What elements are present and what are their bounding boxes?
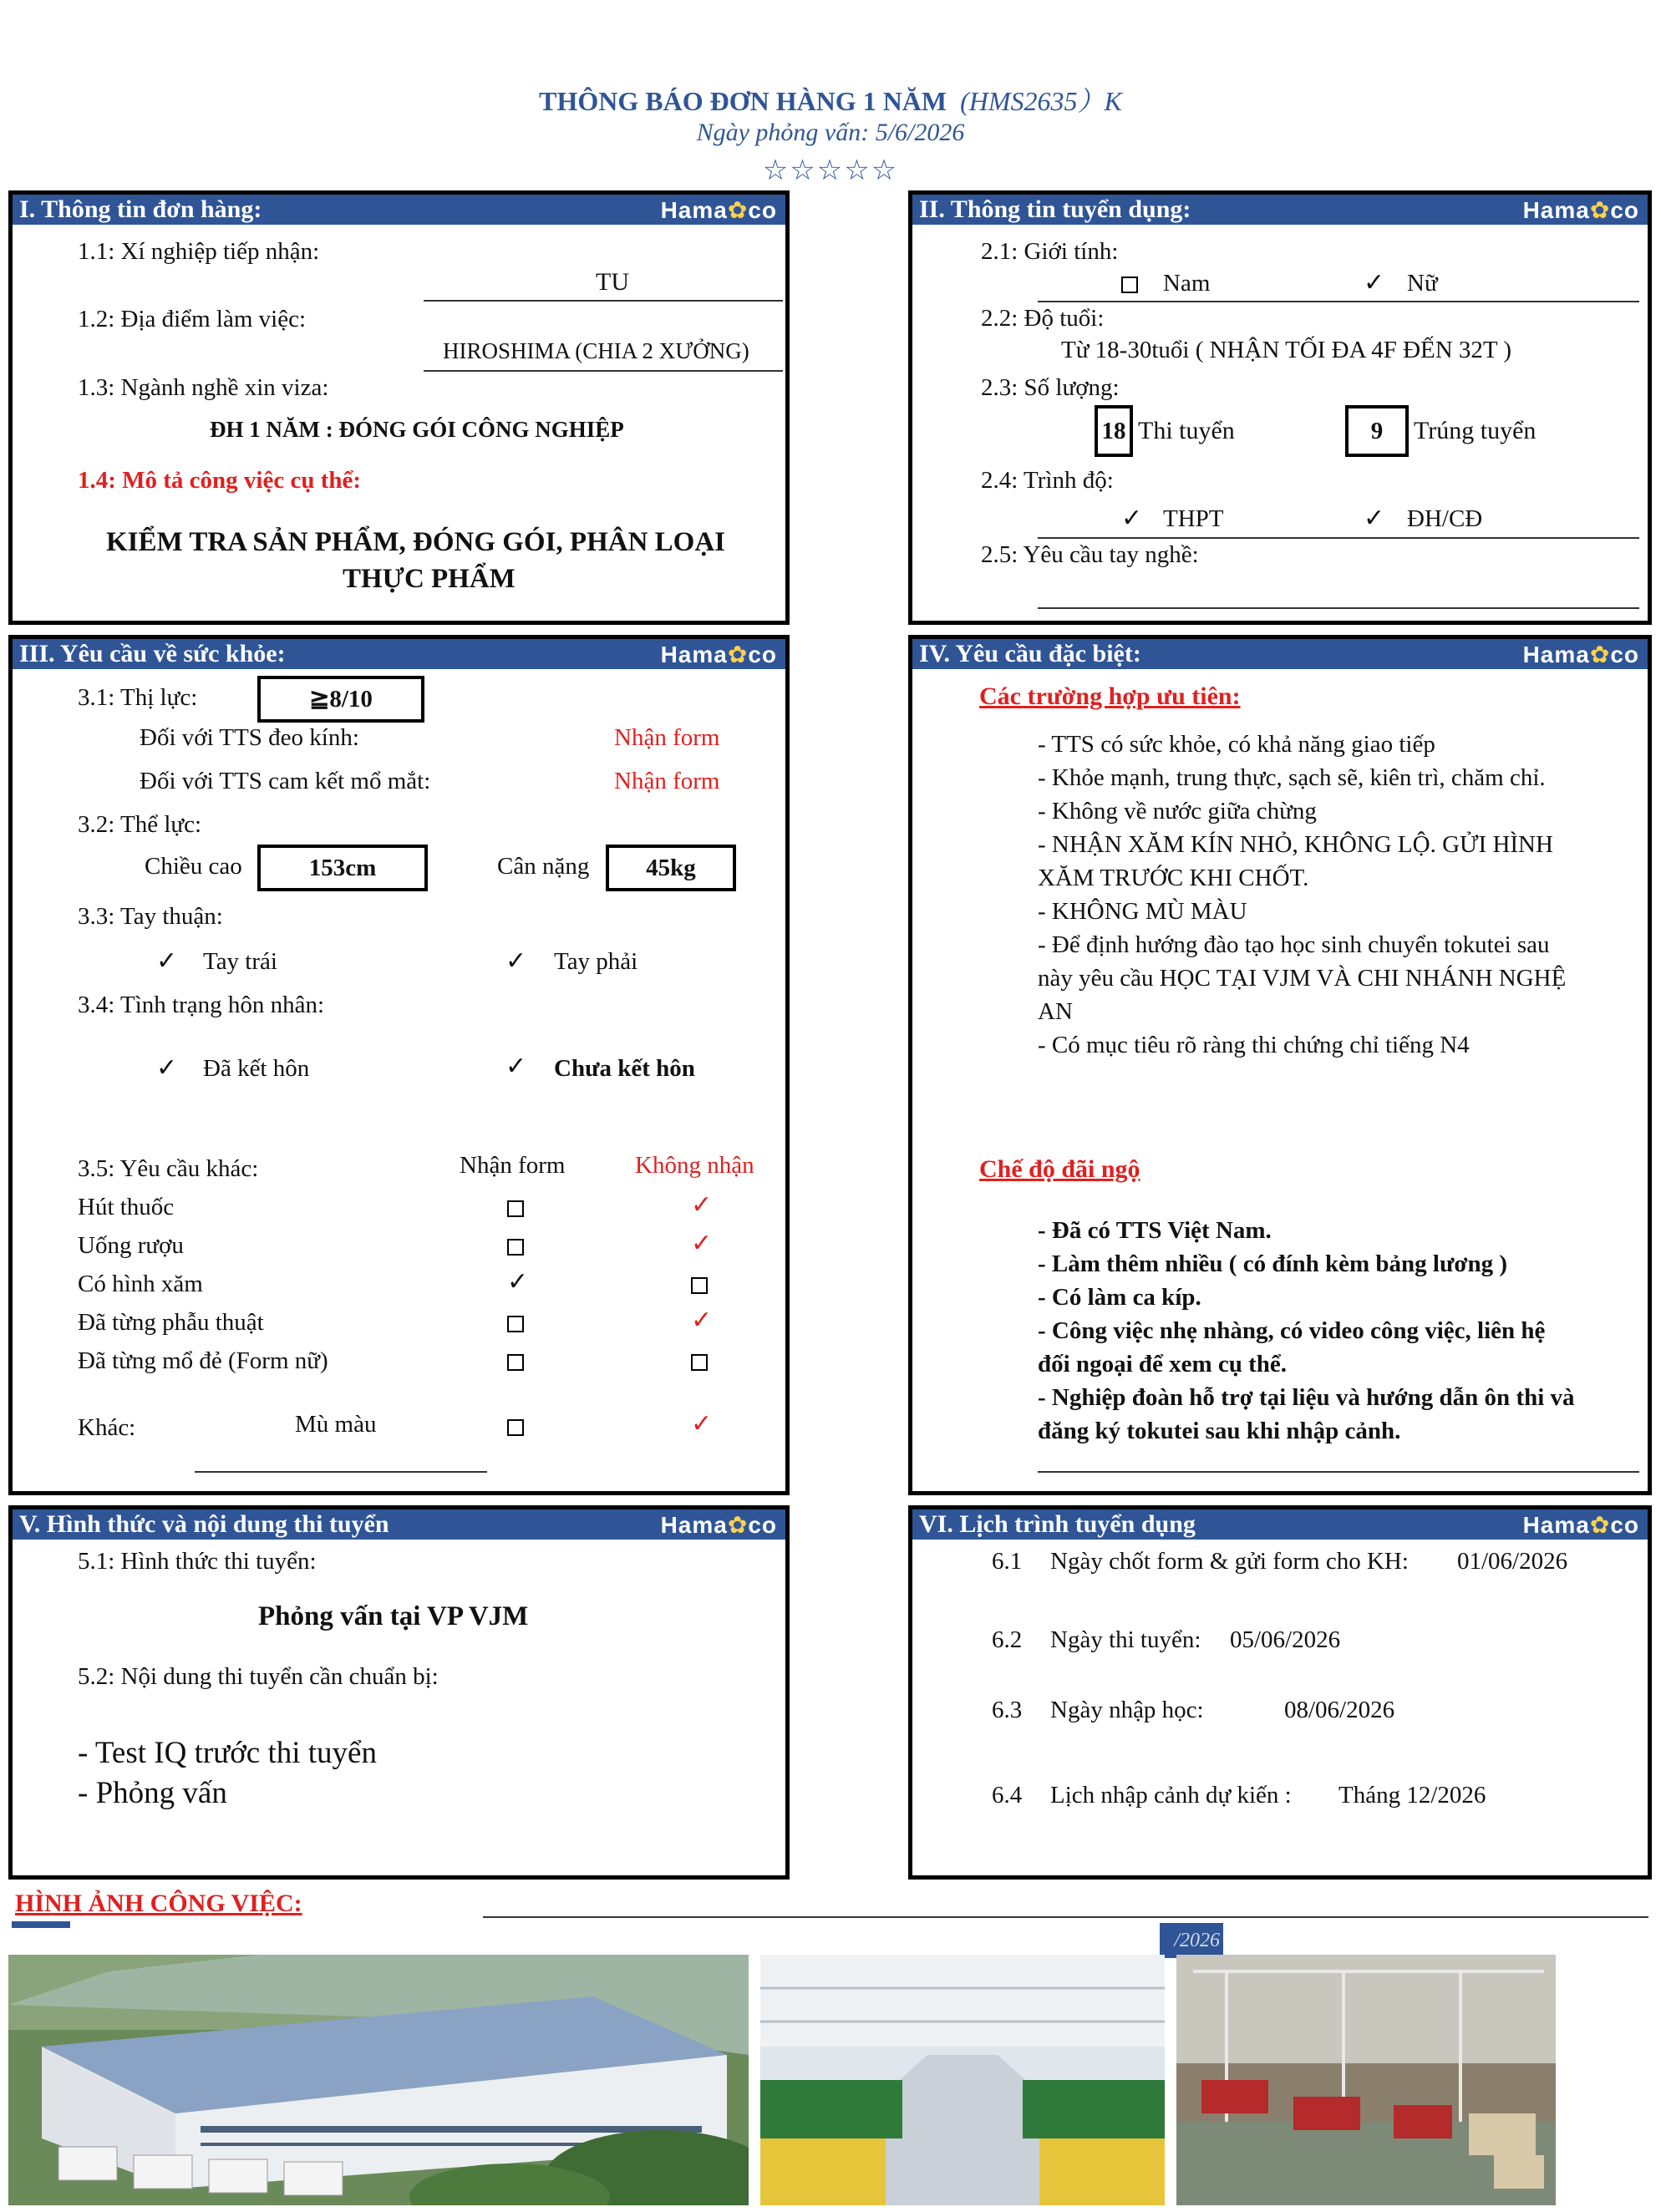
hand-right: Tay phải [554, 948, 638, 975]
benefit-item: - Nghiệp đoàn hỗ trợ tại liệu và hướng dẫn ôn thi và [1038, 1384, 1575, 1411]
hamaco-logo: Hama✿co [1522, 197, 1639, 223]
exam-item: - Phỏng vấn [78, 1776, 227, 1810]
requirement-label: Hút thuốc [78, 1194, 175, 1220]
requirement-label: Đã từng phẫu thuật [78, 1309, 264, 1336]
priority-item: - Khỏe mạnh, trung thực, sạch sẽ, kiên trì, chăm chỉ. [1038, 764, 1546, 791]
schedule-date: 01/06/2026 [1457, 1548, 1568, 1575]
field-label: 3.5: Yêu cầu khác: [78, 1155, 259, 1182]
section-title: III. Yêu cầu về sức khỏe: Hama✿co [13, 639, 785, 669]
height-value: 153cm [257, 845, 428, 891]
gender-female: Nữ [1407, 270, 1438, 297]
field-label: 3.3: Tay thuận: [78, 903, 223, 930]
date-overlay: /2026 [1160, 1923, 1223, 1958]
field-label: 2.5: Yêu cầu tay nghề: [981, 541, 1199, 568]
pass-label: Trúng tuyển [1414, 417, 1537, 444]
marital-married: Đã kết hôn [203, 1055, 310, 1082]
field-value: Nhận form [614, 724, 720, 751]
check-icon: ✓ [691, 1409, 713, 1438]
section-exam-format [8, 1505, 790, 1880]
schedule-label: Ngày chốt form & gửi form cho KH: [1050, 1548, 1409, 1575]
section-title: I. Thông tin đơn hàng: Hama✿co [13, 195, 785, 225]
schedule-date: 08/06/2026 [1284, 1697, 1395, 1723]
check-icon: ✓ [1364, 268, 1385, 297]
field-value: HIROSHIMA (CHIA 2 XƯỞNG) [443, 338, 749, 363]
priority-item: AN [1038, 998, 1073, 1025]
field-value: Mù màu [295, 1411, 377, 1438]
exam-label: Thi tuyển [1138, 417, 1235, 444]
check-icon: ✓ [505, 1052, 527, 1081]
hamaco-logo: Hama✿co [1522, 1512, 1639, 1538]
check-icon: ✓ [691, 1229, 713, 1258]
priority-item: XĂM TRƯỚC KHI CHỐT. [1038, 865, 1309, 891]
marital-single: Chưa kết hôn [554, 1055, 695, 1082]
field-value: ĐH 1 NĂM : ĐÓNG GÓI CÔNG NGHIỆP [210, 417, 624, 442]
edu-level: THPT [1163, 505, 1224, 532]
field-label: 1.3: Ngành nghề xin viza: [78, 374, 329, 401]
field-value: Từ 18-30tuổi ( NHẬN TỐI ĐA 4F ĐẾN 32T ) [1061, 337, 1512, 363]
field-label: Cân nặng [497, 853, 590, 880]
vision-value: ≧8/10 [257, 676, 424, 723]
hamaco-logo: Hama✿co [660, 642, 777, 667]
field-label: 1.1: Xí nghiệp tiếp nhận: [78, 238, 320, 265]
hand-left: Tay trái [203, 948, 277, 975]
check-icon: ✓ [1121, 504, 1143, 533]
priority-item: - TTS có sức khỏe, có khả năng giao tiếp [1038, 731, 1435, 758]
benefit-item: - Có làm ca kíp. [1038, 1284, 1201, 1311]
photo-factory-aisle [760, 1955, 1165, 2205]
priority-item: - KHÔNG MÙ MÀU [1038, 898, 1247, 925]
field-label: 3.1: Thị lực: [78, 684, 198, 711]
exam-count: 18 [1095, 405, 1133, 457]
photo-warehouse-exterior [8, 1955, 749, 2205]
section-recruitment-info [908, 190, 1652, 625]
section-order-info [8, 190, 790, 625]
section-title: IV. Yêu cầu đặc biệt: Hama✿co [912, 639, 1648, 669]
schedule-date: Tháng 12/2026 [1338, 1782, 1486, 1809]
benefit-item: đăng ký tokutei sau khi nhập cảnh. [1038, 1418, 1401, 1444]
photos-title: HÌNH ẢNH CÔNG VIỆC: [15, 1890, 302, 1917]
checkbox [691, 1354, 708, 1371]
column-reject: Không nhận [635, 1152, 754, 1179]
exam-item: - Test IQ trước thi tuyển [78, 1736, 377, 1770]
benefit-item: đối ngoại để xem cụ thể. [1038, 1351, 1288, 1377]
field-label: 5.2: Nội dung thi tuyển cần chuẩn bị: [78, 1663, 439, 1690]
benefit-item: - Công việc nhẹ nhàng, có video công việc, liên hệ [1038, 1317, 1546, 1344]
section-title: II. Thông tin tuyển dụng: Hama✿co [912, 195, 1648, 225]
interview-date: Ngày phỏng vấn: 5/6/2026 [696, 119, 965, 146]
priority-item: - NHẬN XĂM KÍN NHỎ, KHÔNG LỘ. GỬI HÌNH [1038, 831, 1553, 858]
schedule-no: 6.3 [992, 1697, 1023, 1723]
field-label: 2.3: Số lượng: [981, 374, 1120, 401]
exam-format: Phỏng vấn tại VP VJM [258, 1601, 529, 1631]
field-label: 2.4: Trình độ: [981, 467, 1114, 494]
field-label: 2.1: Giới tính: [981, 238, 1119, 265]
priority-item: - Có mục tiêu rõ ràng thi chứng chỉ tiếng N4 [1038, 1032, 1470, 1058]
requirement-label: Uống rượu [78, 1232, 184, 1259]
schedule-no: 6.2 [992, 1626, 1023, 1653]
field-label: 3.4: Tình trạng hôn nhân: [78, 992, 325, 1018]
check-icon: ✓ [691, 1306, 713, 1335]
priority-title: Các trường hợp ưu tiên: [979, 682, 1241, 710]
hamaco-logo: Hama✿co [660, 1512, 777, 1538]
section-health [8, 635, 790, 1495]
checkbox [1121, 276, 1138, 293]
accent-bar [12, 1921, 70, 1928]
schedule-date: 05/06/2026 [1230, 1626, 1341, 1653]
field-label: 5.1: Hình thức thi tuyển: [78, 1548, 317, 1575]
checkbox [507, 1239, 524, 1256]
priority-item: này yêu cầu HỌC TẠI VJM VÀ CHI NHÁNH NGHỆ [1038, 965, 1567, 992]
priority-item: - Không về nước giữa chừng [1038, 798, 1317, 824]
schedule-label: Ngày nhập học: [1050, 1697, 1204, 1723]
field-label: Đối với TTS đeo kính: [140, 724, 359, 751]
check-icon: ✓ [505, 946, 527, 976]
hamaco-logo: Hama✿co [660, 197, 777, 223]
hamaco-logo: Hama✿co [1522, 642, 1639, 667]
check-icon: ✓ [691, 1190, 713, 1220]
check-icon: ✓ [156, 946, 178, 976]
field-label: 1.4: Mô tả công việc cụ thể: [78, 467, 362, 494]
benefit-title: Chế độ đãi ngộ [979, 1155, 1140, 1183]
photo-packing-room [1176, 1955, 1556, 2205]
check-icon: ✓ [507, 1267, 529, 1296]
requirement-label: Đã từng mổ đẻ (Form nữ) [78, 1347, 328, 1374]
checkbox [691, 1277, 708, 1294]
checkbox [507, 1419, 524, 1436]
schedule-label: Lịch nhập cảnh dự kiến : [1050, 1782, 1292, 1809]
field-label: 3.2: Thể lực: [78, 811, 202, 838]
document-title: THÔNG BÁO ĐƠN HÀNG 1 NĂM (HMS2635）K [539, 86, 1122, 116]
checkbox [507, 1316, 524, 1332]
section-title: V. Hình thức và nội dung thi tuyển Hama✿co [13, 1509, 785, 1540]
field-value: TU [596, 268, 629, 296]
field-label: Khác: [78, 1414, 136, 1441]
weight-value: 45kg [606, 845, 736, 891]
rating-stars: ☆☆☆☆☆ [762, 155, 899, 186]
gender-male: Nam [1163, 270, 1211, 297]
column-accept: Nhận form [460, 1152, 566, 1179]
job-description: THỰC PHẨM [343, 564, 516, 594]
section-special-requirements [908, 635, 1652, 1495]
benefit-item: - Làm thêm nhiều ( có đính kèm bảng lương ) [1038, 1251, 1507, 1277]
check-icon: ✓ [156, 1053, 178, 1083]
schedule-no: 6.1 [992, 1548, 1023, 1575]
benefit-item: - Đã có TTS Việt Nam. [1038, 1217, 1272, 1244]
field-label: Chiều cao [145, 853, 242, 880]
checkbox [507, 1200, 524, 1217]
schedule-no: 6.4 [992, 1782, 1023, 1809]
edu-level: ĐH/CĐ [1407, 505, 1483, 532]
pass-count: 9 [1345, 405, 1409, 457]
field-label: 1.2: Địa điểm làm việc: [78, 306, 307, 332]
priority-item: - Để định hướng đào tạo học sinh chuyển tokutei sau [1038, 931, 1550, 958]
requirement-label: Có hình xăm [78, 1271, 203, 1297]
section-schedule [908, 1505, 1652, 1880]
job-description: KIỂM TRA SẢN PHẨM, ĐÓNG GÓI, PHÂN LOẠI [106, 527, 726, 557]
section-title: VI. Lịch trình tuyển dụng Hama✿co [912, 1509, 1648, 1540]
field-label: Đối với TTS cam kết mổ mắt: [140, 768, 431, 794]
schedule-label: Ngày thi tuyển: [1050, 1626, 1201, 1653]
order-code: (HMS2635）K [960, 86, 1122, 116]
check-icon: ✓ [1364, 504, 1385, 533]
field-value: Nhận form [614, 768, 720, 794]
checkbox [507, 1354, 524, 1371]
field-label: 2.2: Độ tuổi: [981, 305, 1105, 332]
